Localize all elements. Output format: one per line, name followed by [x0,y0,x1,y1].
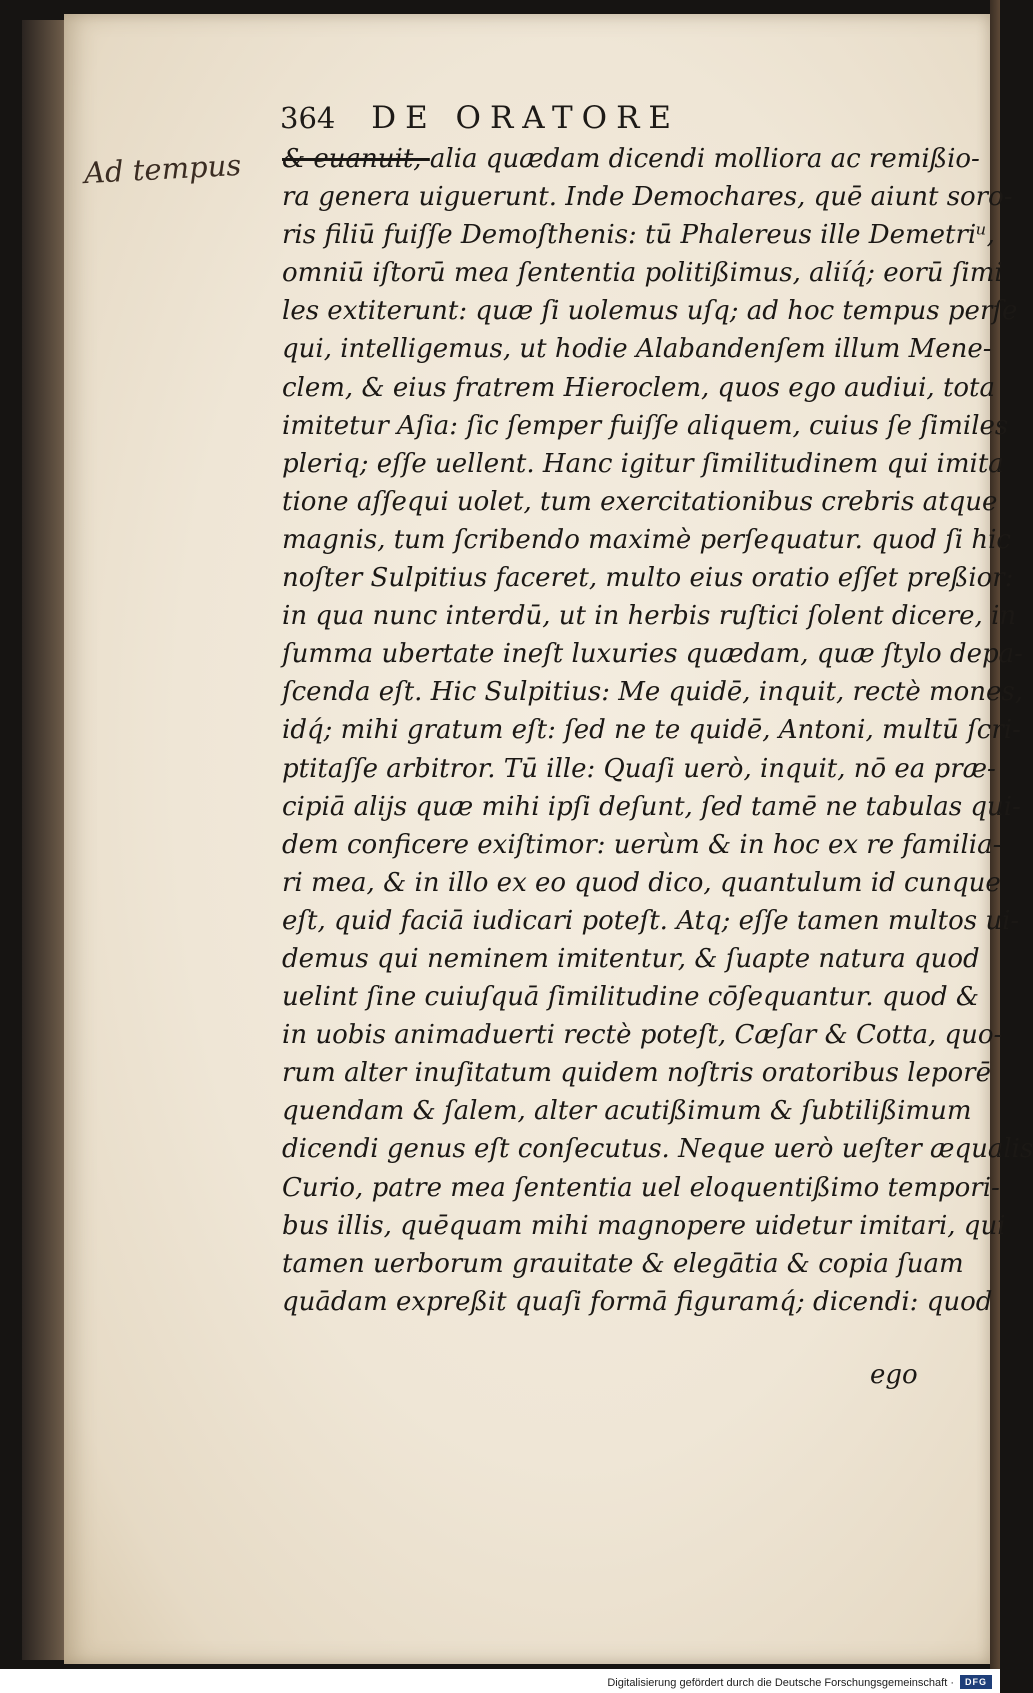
text-line-content: eſt, quid faciā iudicari poteſt. Atq; eſſe tamen multos ui- [282,905,1020,936]
text-line [282,1016,1003,1054]
handwritten-margin-note: Ad tempus [83,147,242,191]
text-line [282,1169,1000,1207]
text-line [282,178,1013,216]
text-line [282,330,992,368]
text-line [282,864,1001,902]
text-line-content: clem, & eius fratrem Hieroclem, quos ego audiui, tota [282,372,995,403]
dfg-logo-icon: DFG [960,1675,992,1689]
text-line [282,635,1023,673]
text-line-content: noſter Sulpitius faceret, multo eius oratio eſſet preßior: [282,563,1014,594]
text-line [282,369,995,407]
text-line-content: omniū iſtorū mea ſententia politißimus, aliíq́; eorū ſimi [282,258,1003,289]
text-line [282,445,1004,483]
digitization-credit: Digitalisierung gefördert durch die Deutsche Forschungsgemeinschaft · [607,1677,954,1689]
text-line-content: in uobis animaduerti rectè poteſt, Cæſar & Cotta, quo- [282,1020,1003,1051]
text-line-content: quendam & ſalem, alter acutißimum & ſubtilißimum [282,1096,972,1127]
text-line-content: qui, intelligemus, ut hodie Alabandenſem illum Mene- [282,334,992,365]
text-line-content: ra genera uiguerunt. Inde Demochares, quē aiunt soro- [282,182,1013,213]
catchword: ego [870,1360,918,1390]
body-text [282,140,1033,1321]
text-line [282,1207,1006,1245]
text-line [282,254,1003,292]
text-line-content: ſcenda eſt. Hic Sulpitius: Me quidē, inquit, rectè mones, [282,677,1024,708]
text-line-content: rum alter inuſitatum quidem noſtris oratoribus leporē [282,1058,991,1089]
text-line [282,1283,993,1321]
text-line-content: demus qui neminem imitentur, & ſuapte natura quod [282,943,980,974]
text-line-content: in qua nunc interdū, ut in herbis ruſtici ſolent dicere, in [282,601,1017,632]
text-line [282,1130,1033,1168]
text-line [282,1245,964,1283]
text-line [282,978,980,1016]
struck-word: & euanuit, [282,144,430,174]
text-line-content: quādam expreßit quaſi formā figuramq́; dicendi: quod [282,1286,993,1317]
text-line [282,597,1017,635]
text-line-content: uelint ſine cuiuſquā ſimilitudine cōſequantur. quod & [282,982,980,1013]
text-line [282,826,1002,864]
text-line [282,1092,972,1130]
text-line-content: dicendi genus eſt conſecutus. Neque uerò ueſter æqualis [282,1134,1033,1165]
running-head [280,100,680,136]
text-line-content: ſumma ubertate ineſt luxuries quædam, quæ ſtylo depa- [282,639,1023,670]
text-line [282,407,1009,445]
text-line [282,711,1021,749]
text-line-content: cipiā alijs quæ mihi ipſi deſunt, ſed tamē ne tabulas qui- [282,791,1021,822]
text-line-content: les extiterunt: quæ ſi uolemus uſq; ad hoc tempus perſe [282,296,1018,327]
running-title: DE ORATORE [371,100,681,136]
text-line [282,483,998,521]
text-line-content: ri mea, & in illo ex eo quod dico, quantulum id cunque [282,867,1001,898]
text-line [282,750,996,788]
text-line [282,940,980,978]
text-line [282,788,1021,826]
folio-number: 364 [280,101,336,135]
text-line-content: imitetur Aſia: ſic ſemper fuiſſe aliquem, cuius ſe ſimiles [282,410,1009,441]
text-line [282,902,1020,940]
text-line-content: idq́; mihi gratum eſt: ſed ne te quidē, Antoni, multū ſcri- [282,715,1021,746]
text-line-content: pleriq; eſſe uellent. Hanc igitur ſimilitudinem qui imita [282,448,1004,479]
text-line-content: magnis, tum ſcribendo maximè perſequatur. quod ſi hic [282,524,1011,555]
footer-bar [0,1669,1000,1693]
text-line-content: tamen uerborum grauitate & elegātia & copia ſuam [282,1248,964,1279]
text-line [282,559,1014,597]
text-line [282,216,995,254]
text-line-content: ris filiū fuiſſe Demoſthenis: tū Phalereus ille Demetriᵘ, [282,220,995,251]
text-line [282,1054,991,1092]
text-line [282,673,1024,711]
text-line-content: bus illis, quēquam mihi magnopere uidetur imitari, qui [282,1210,1006,1241]
text-line-content: tione aſſequi uolet, tum exercitationibus crebris atque [282,486,998,517]
text-line-content: ptitaſſe arbitror. Tū ille: Quaſi uerò, inquit, nō ea præ- [282,753,996,784]
text-line-content: dem conficere exiſtimor: uerùm & in hoc ex re familia- [282,829,1002,860]
text-line [282,292,1018,330]
text-line-content: alia quædam dicendi molliora ac remißio- [429,144,980,174]
text-line [282,140,980,178]
text-line [282,521,1011,559]
text-line-content: Curio, patre mea ſententia uel eloquentißimo tempori- [282,1172,1000,1203]
